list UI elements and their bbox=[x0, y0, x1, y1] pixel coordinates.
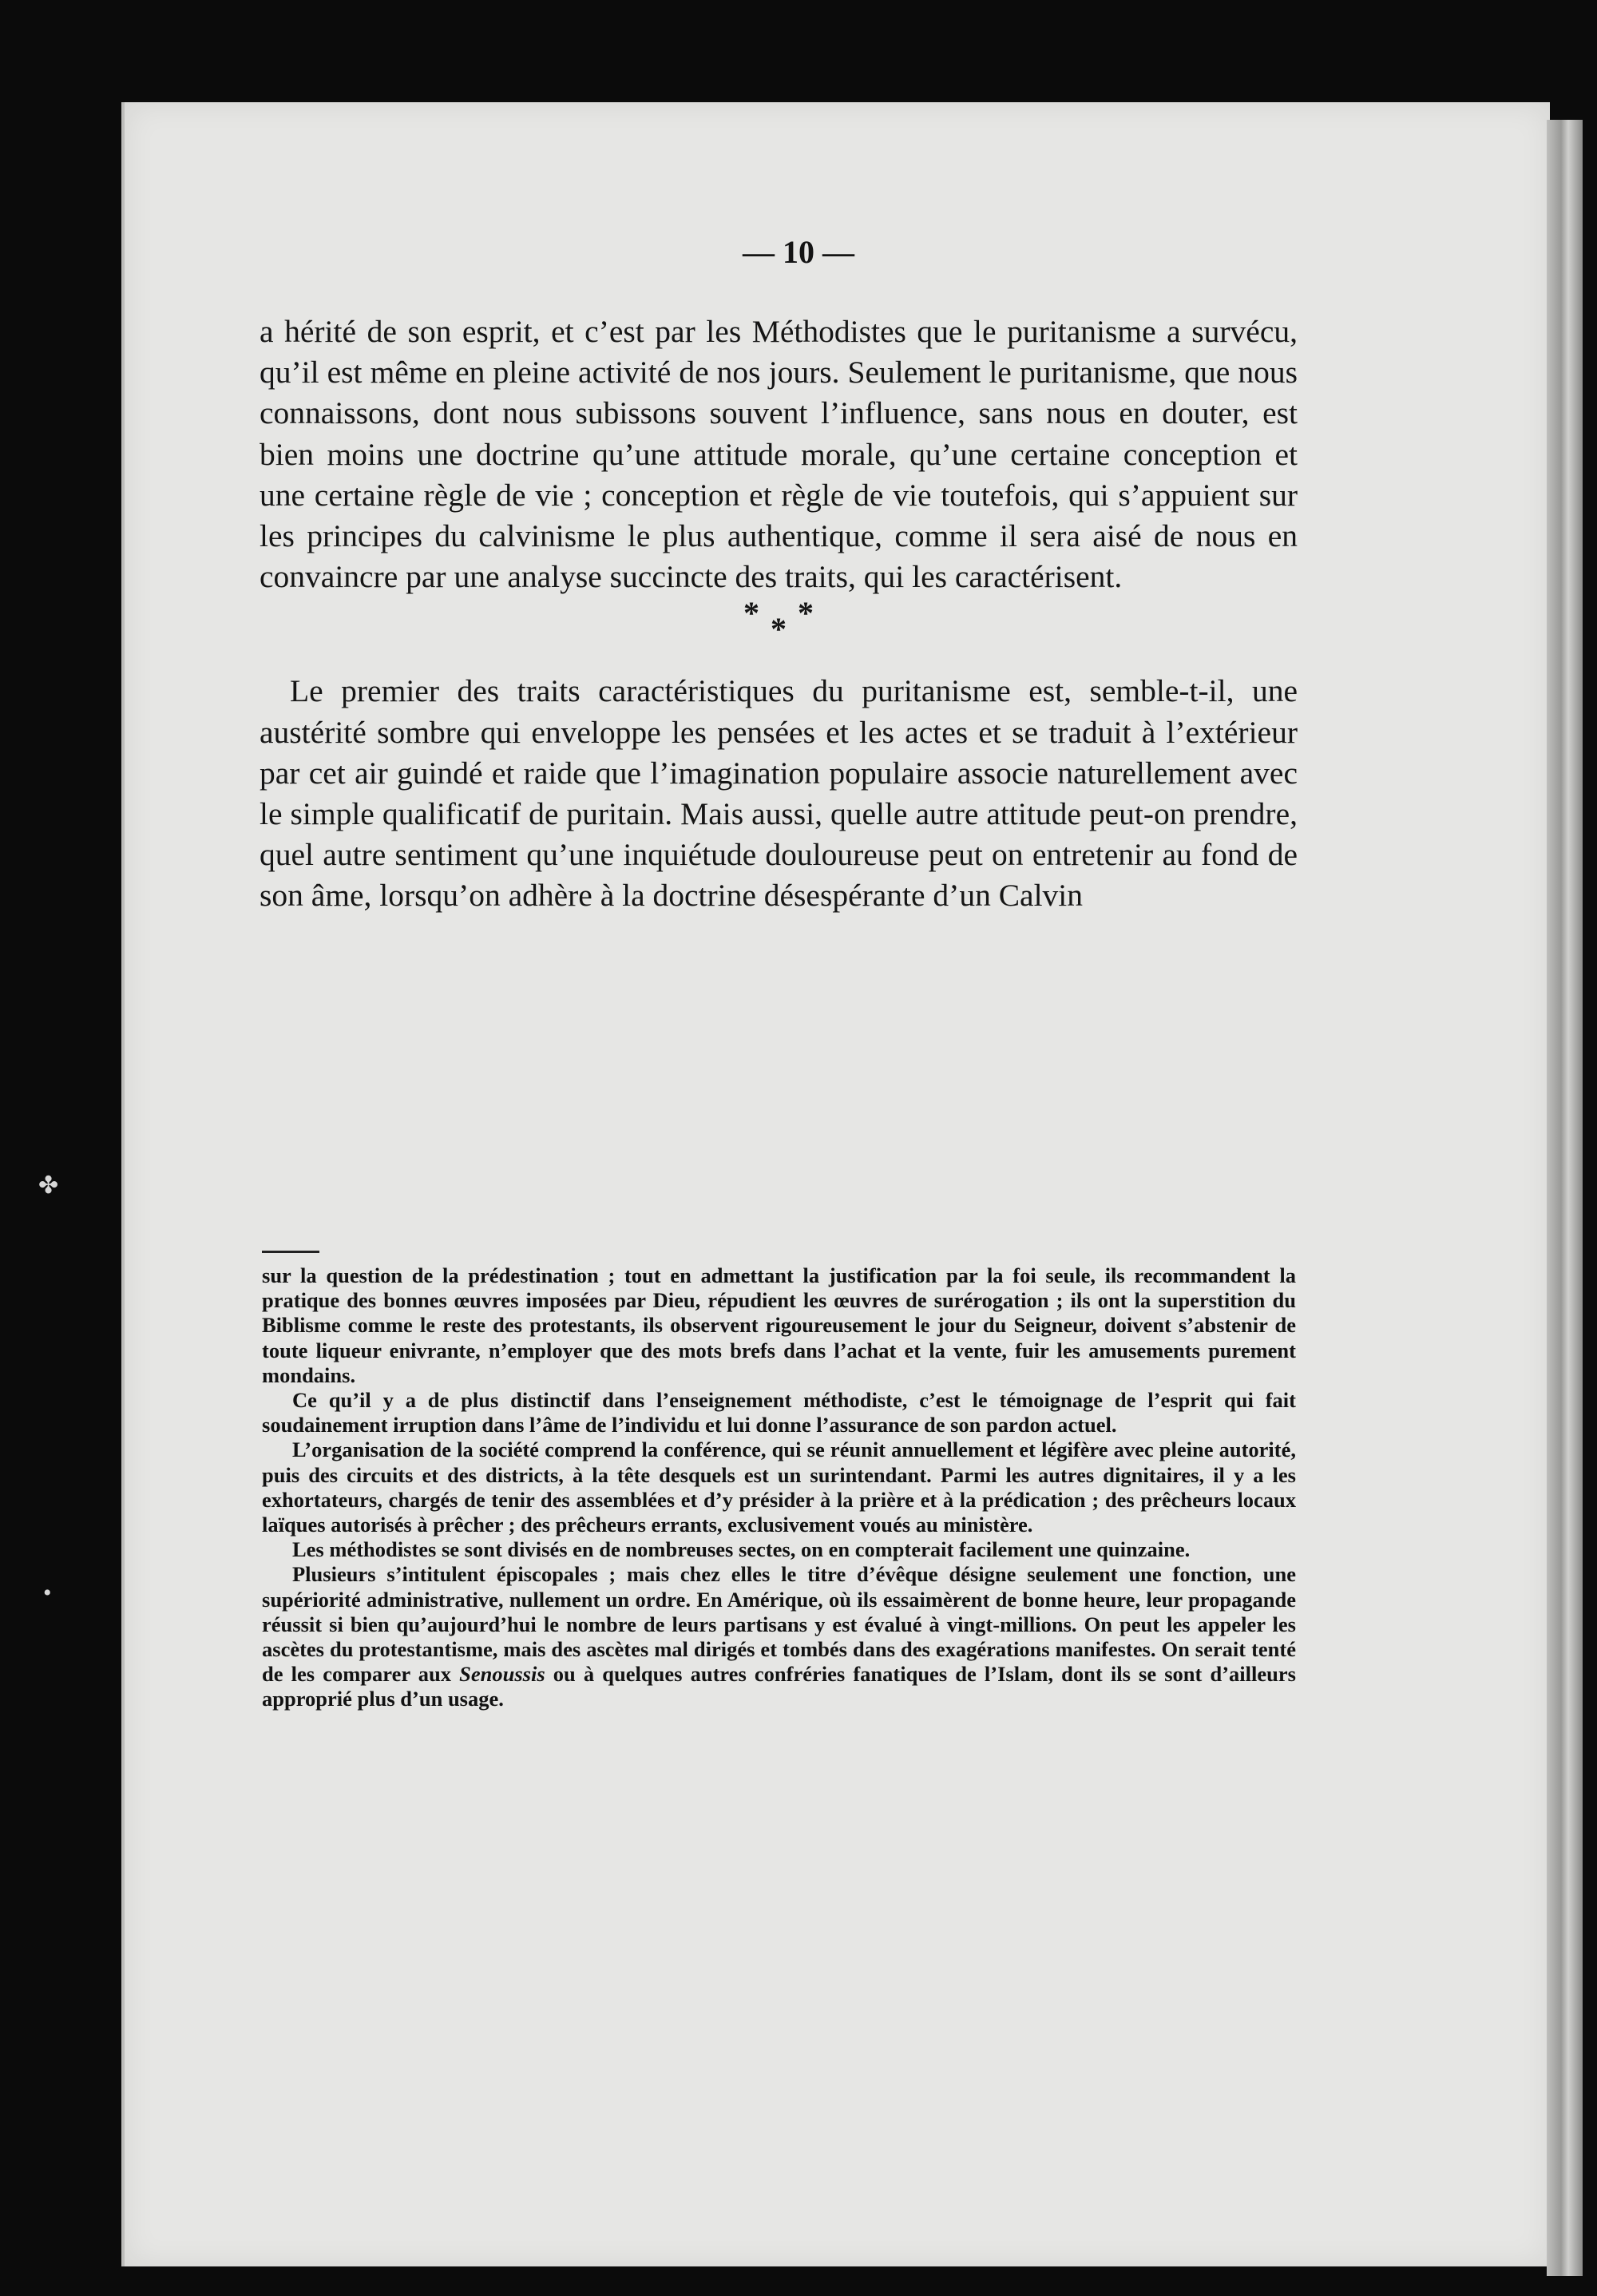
footnote-separator bbox=[262, 1251, 319, 1253]
footnote-paragraph: Les méthodistes se sont divisés en de nombreuses sectes, on en compterait facilement une quinzaine. bbox=[292, 1537, 1191, 1562]
footnote-text: ou à quelques autres confréries fanatiques de l’Islam, dont ils se sont d’ailleurs approprié plus d’un usage. bbox=[262, 1662, 1296, 1711]
scan-speck: • bbox=[43, 1580, 52, 1606]
footnote-text: Plusieurs s’intitulent épiscopales ; mais chez elles le titre d’évêque désigne seulement une fonction, une supériorité administrative, nullement un ordre. En Amérique, où ils essaimèrent de bonne heure, leur propagande réussit si bien qu’aujourd’hui le nombre de leurs partisans y est évalué à vingt-millions. On peut les appeler les ascètes du protestantisme, mais des ascètes mal dirigés et tombés dans des exagérations manifestes. On serait tenté de les comparer aux bbox=[262, 1562, 1296, 1687]
paragraph: a hérité de son esprit, et c’est par les Méthodistes que le puritanisme a survécu, qu’il est même en pleine activité de nos jours. Seulement le puritanisme, que nous connaissons, dont nous subissons souvent l’influence, sans nous en douter, est bien moins une doctrine qu’une attitude morale, qu’une certaine conception et une certaine règle de vie ; conception et règle de vie toutefois, qui s’appuient sur les principes du calvinisme le plus authentique, comme il sera aisé de nous en convaincre par une analyse succincte des traits, qui les caractérisent. bbox=[260, 314, 1298, 595]
footnote-paragraph: sur la question de la prédestination ; tout en admettant la justification par la foi seule, ils recommandent la pratique des bonnes œuvres imposées par Dieu, répudient les œuvres de surérogation ; ils ont la superstition du Biblisme comme le reste des protestants, ils observent rigoureusement le jour du Seigneur, doivent s’abstenir de toute liqueur enivrante, n’employer que des mots brefs dans l’achat et la vente, fuir les amusements purement mondains. bbox=[262, 1263, 1296, 1387]
footnote-italic-term: Senoussis bbox=[459, 1662, 545, 1687]
main-text bbox=[260, 311, 1298, 917]
footnote bbox=[262, 1263, 1296, 1712]
page-edge-shadow bbox=[1547, 120, 1583, 2276]
footnote-paragraph bbox=[262, 1562, 1296, 1711]
asterism bbox=[260, 597, 1298, 671]
footnote-paragraph: L’organisation de la société comprend la conférence, qui se réunit annuellement et légifère avec pleine autorité, puis des circuits et des districts, à la tête desquels est un surintendant. Parmi les autres dignitaires, il y a les exhortateurs, chargés de tenir des assemblées et d’y présider à la prière et à la prédication ; des prêcheurs locaux laïques autorisés à prêcher ; des prêcheurs errants, exclusivement voués au ministère. bbox=[262, 1437, 1296, 1537]
paragraph: Le premier des traits caractéristiques du puritanisme est, semble-t-il, une austérité sombre qui enveloppe les pensées et les actes et se traduit à l’extérieur par cet air guindé et raide que l’imagination populaire associe naturellement avec le simple qualificatif de puritain. Mais aussi, quelle autre attitude peut-on prendre, quel autre sentiment qu’une inquiétude douloureuse peut on entretenir au fond de son âme, lorsqu’on adhère à la doctrine désespérante d’un Calvin bbox=[260, 673, 1298, 914]
scan-speck: ✤ bbox=[38, 1172, 59, 1199]
page-number: — 10 — bbox=[743, 234, 854, 270]
asterism-star: * bbox=[771, 611, 787, 648]
footnote-paragraph: Ce qu’il y a de plus distinctif dans l’enseignement méthodiste, c’est le témoignage de l’esprit qui fait soudainement irruption dans l’âme de l’individu et lui donne l’assurance de son pardon actuel. bbox=[262, 1388, 1296, 1437]
asterism-star: * bbox=[798, 595, 814, 632]
asterism-star: * bbox=[743, 595, 759, 632]
